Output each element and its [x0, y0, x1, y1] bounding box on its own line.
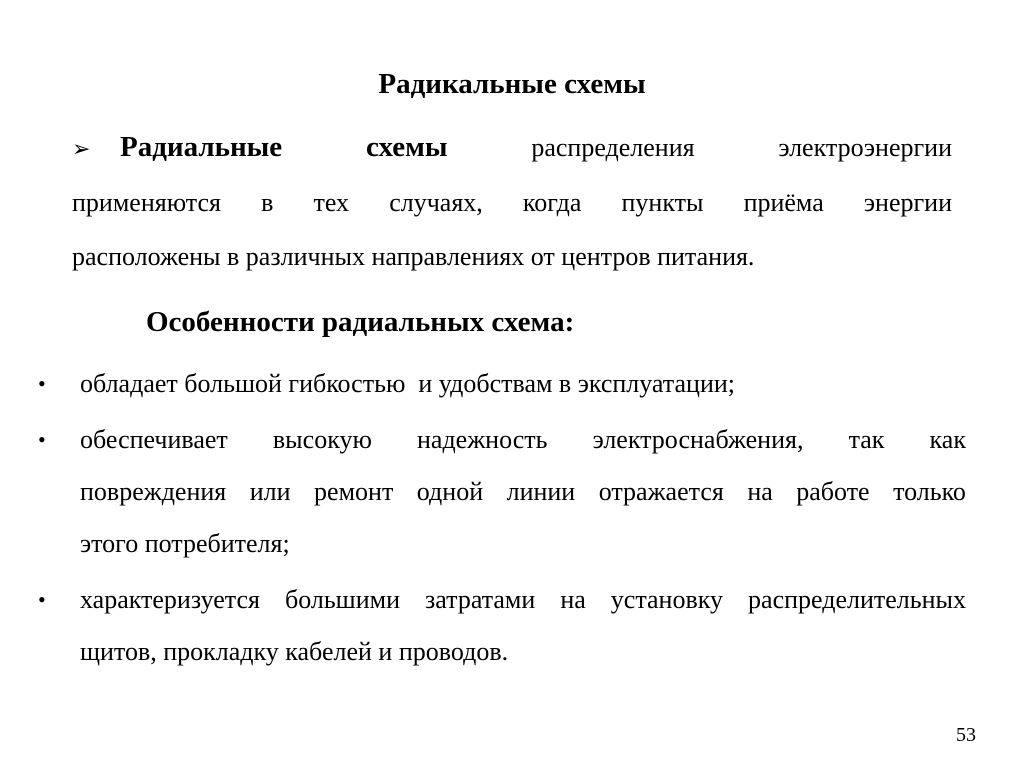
bullet-word: работе: [796, 477, 870, 506]
bullet-dot-icon: •: [38, 371, 46, 396]
intro-word: случаях,: [389, 188, 483, 217]
bullet-word: одной: [416, 477, 484, 506]
bullet-dot-icon: •: [38, 427, 46, 452]
list-item: [38, 414, 966, 570]
intro-word: схемы: [365, 131, 448, 163]
bullet-word: на: [747, 477, 773, 506]
bullet-text: щитов, прокладку кабелей и проводов.: [80, 637, 509, 666]
bullet-word: ремонт: [314, 477, 394, 506]
intro-word: применяются: [72, 188, 221, 217]
intro-word: тех: [313, 188, 350, 217]
slide-title: Радикальные схемы: [378, 68, 646, 100]
bullet-word: как: [929, 425, 966, 454]
bullet-line: [80, 414, 966, 466]
list-item: [38, 574, 966, 678]
bullet-word: обеспечивает: [80, 425, 228, 454]
intro-word: когда: [522, 188, 582, 217]
bullet-word: или: [249, 477, 291, 506]
bullet-dot-icon: •: [38, 587, 46, 612]
intro-paragraph: [72, 120, 952, 284]
intro-line-1: [72, 120, 952, 176]
intro-word: Радиальные: [120, 131, 283, 163]
intro-word: пункты: [621, 188, 704, 217]
intro-line-3-text: расположены в различных направлениях от центров питания.: [72, 242, 755, 271]
intro-word: приёма: [743, 188, 824, 217]
intro-word: энергии: [863, 188, 952, 217]
intro-word: электроэнергии: [778, 133, 952, 162]
bullet-word: электроснабжения,: [592, 425, 804, 454]
bullet-word: распределительных: [748, 585, 966, 614]
bullet-word: большими: [284, 585, 400, 614]
section-subtitle: Особенности радиальных схема:: [146, 306, 575, 338]
arrow-bullet-icon: ➢: [72, 136, 91, 161]
bullet-word: только: [893, 477, 966, 506]
bullet-line: [80, 574, 966, 626]
bullet-line: [80, 466, 966, 518]
bullet-word: линии: [506, 477, 576, 506]
bullet-line: [80, 358, 966, 410]
bullet-list: [38, 358, 966, 682]
bullet-word: надежность: [417, 425, 548, 454]
bullet-word: на: [560, 585, 586, 614]
bullet-word: характеризуется: [80, 585, 260, 614]
page-number: 53: [956, 724, 976, 746]
bullet-word: повреждения: [80, 477, 227, 506]
bullet-line: [80, 518, 966, 570]
intro-word: распределения: [531, 133, 695, 162]
intro-line-3: [72, 230, 952, 284]
bullet-word: так: [848, 425, 885, 454]
bullet-text: обладает большой гибкостью и удобствам в эксплуатации;: [80, 369, 735, 398]
bullet-word: затратами: [425, 585, 536, 614]
intro-word: в: [261, 188, 274, 217]
bullet-line: [80, 626, 966, 678]
bullet-word: высокую: [272, 425, 372, 454]
list-item: [38, 358, 966, 410]
intro-line-2: [72, 176, 952, 230]
bullet-word: установку: [610, 585, 724, 614]
bullet-word: отражается: [598, 477, 724, 506]
bullet-text: этого потребителя;: [80, 529, 290, 558]
